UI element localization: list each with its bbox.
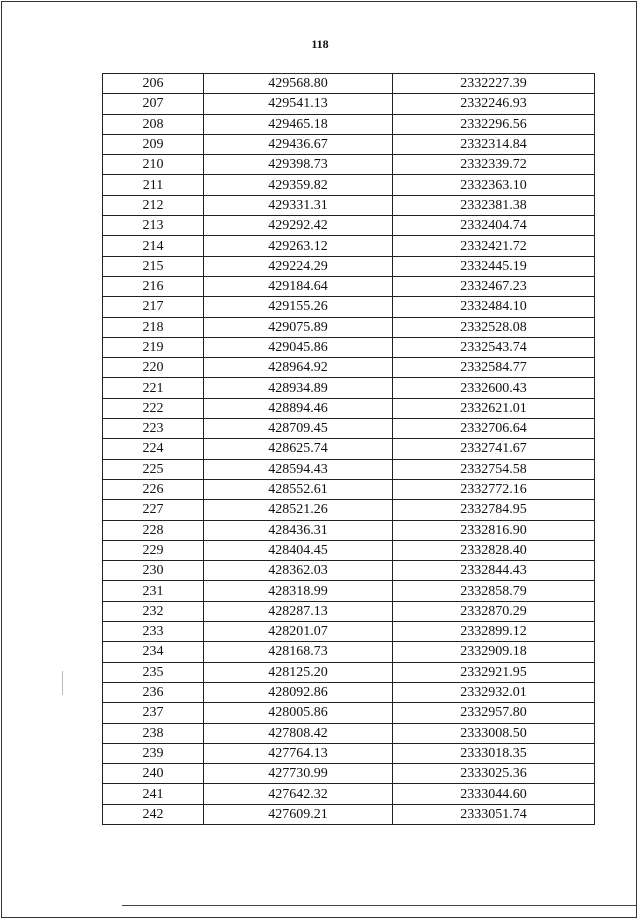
table-row	[103, 723, 595, 743]
x-coordinate-cell: 429292.42	[204, 216, 393, 236]
scan-artifact	[62, 671, 63, 695]
x-coordinate-cell: 428201.07	[204, 622, 393, 642]
point-number-cell: 221	[103, 378, 204, 398]
x-coordinate-cell: 428625.74	[204, 439, 393, 459]
x-coordinate-cell: 427808.42	[204, 723, 393, 743]
point-number-cell: 231	[103, 581, 204, 601]
x-coordinate-cell: 427609.21	[204, 804, 393, 824]
y-coordinate-cell: 2332870.29	[393, 601, 595, 621]
y-coordinate-cell: 2333025.36	[393, 764, 595, 784]
x-coordinate-cell: 428709.45	[204, 419, 393, 439]
point-number-cell: 210	[103, 155, 204, 175]
point-number-cell: 214	[103, 236, 204, 256]
point-number-cell: 217	[103, 297, 204, 317]
table-row	[103, 561, 595, 581]
y-coordinate-cell: 2332621.01	[393, 398, 595, 418]
point-number-cell: 228	[103, 520, 204, 540]
x-coordinate-cell: 428005.86	[204, 703, 393, 723]
x-coordinate-cell: 428964.92	[204, 358, 393, 378]
x-coordinate-cell: 429263.12	[204, 236, 393, 256]
x-coordinate-cell: 429331.31	[204, 195, 393, 215]
y-coordinate-cell: 2332404.74	[393, 216, 595, 236]
table-row	[103, 682, 595, 702]
x-coordinate-cell: 429568.80	[204, 74, 393, 94]
table-row	[103, 398, 595, 418]
x-coordinate-cell: 428934.89	[204, 378, 393, 398]
point-number-cell: 242	[103, 804, 204, 824]
x-coordinate-cell: 429184.64	[204, 276, 393, 296]
point-number-cell: 223	[103, 419, 204, 439]
y-coordinate-cell: 2333051.74	[393, 804, 595, 824]
point-number-cell: 206	[103, 74, 204, 94]
x-coordinate-cell: 427642.32	[204, 784, 393, 804]
coordinate-table	[102, 73, 595, 825]
y-coordinate-cell: 2333008.50	[393, 723, 595, 743]
point-number-cell: 232	[103, 601, 204, 621]
table-row	[103, 155, 595, 175]
y-coordinate-cell: 2332957.80	[393, 703, 595, 723]
point-number-cell: 236	[103, 682, 204, 702]
point-number-cell: 241	[103, 784, 204, 804]
coordinate-table-body	[103, 74, 595, 825]
table-row	[103, 764, 595, 784]
y-coordinate-cell: 2332363.10	[393, 175, 595, 195]
y-coordinate-cell: 2332844.43	[393, 561, 595, 581]
point-number-cell: 227	[103, 500, 204, 520]
x-coordinate-cell: 428521.26	[204, 500, 393, 520]
point-number-cell: 235	[103, 662, 204, 682]
x-coordinate-cell: 428092.86	[204, 682, 393, 702]
y-coordinate-cell: 2332858.79	[393, 581, 595, 601]
table-row	[103, 459, 595, 479]
point-number-cell: 207	[103, 94, 204, 114]
point-number-cell: 234	[103, 642, 204, 662]
table-row	[103, 114, 595, 134]
page-bottom-edge	[122, 905, 637, 906]
x-coordinate-cell: 429075.89	[204, 317, 393, 337]
point-number-cell: 218	[103, 317, 204, 337]
y-coordinate-cell: 2333044.60	[393, 784, 595, 804]
point-number-cell: 233	[103, 622, 204, 642]
x-coordinate-cell: 428168.73	[204, 642, 393, 662]
table-row	[103, 622, 595, 642]
x-coordinate-cell: 428287.13	[204, 601, 393, 621]
table-row	[103, 439, 595, 459]
point-number-cell: 240	[103, 764, 204, 784]
y-coordinate-cell: 2332421.72	[393, 236, 595, 256]
y-coordinate-cell: 2332741.67	[393, 439, 595, 459]
y-coordinate-cell: 2332543.74	[393, 337, 595, 357]
x-coordinate-cell: 427764.13	[204, 743, 393, 763]
point-number-cell: 212	[103, 195, 204, 215]
y-coordinate-cell: 2332772.16	[393, 479, 595, 499]
table-row	[103, 236, 595, 256]
table-row	[103, 378, 595, 398]
table-row	[103, 581, 595, 601]
y-coordinate-cell: 2332467.23	[393, 276, 595, 296]
table-row	[103, 784, 595, 804]
x-coordinate-cell: 429436.67	[204, 134, 393, 154]
x-coordinate-cell: 429465.18	[204, 114, 393, 134]
point-number-cell: 226	[103, 479, 204, 499]
table-row	[103, 94, 595, 114]
page-number: 118	[311, 37, 329, 51]
table-row	[103, 743, 595, 763]
point-number-cell: 237	[103, 703, 204, 723]
point-number-cell: 219	[103, 337, 204, 357]
x-coordinate-cell: 428552.61	[204, 479, 393, 499]
x-coordinate-cell: 429541.13	[204, 94, 393, 114]
y-coordinate-cell: 2332921.95	[393, 662, 595, 682]
y-coordinate-cell: 2332445.19	[393, 256, 595, 276]
point-number-cell: 239	[103, 743, 204, 763]
y-coordinate-cell: 2332816.90	[393, 520, 595, 540]
table-row	[103, 175, 595, 195]
x-coordinate-cell: 428125.20	[204, 662, 393, 682]
table-row	[103, 297, 595, 317]
x-coordinate-cell: 429398.73	[204, 155, 393, 175]
y-coordinate-cell: 2332909.18	[393, 642, 595, 662]
y-coordinate-cell: 2332932.01	[393, 682, 595, 702]
table-row	[103, 337, 595, 357]
y-coordinate-cell: 2332584.77	[393, 358, 595, 378]
y-coordinate-cell: 2332296.56	[393, 114, 595, 134]
y-coordinate-cell: 2332754.58	[393, 459, 595, 479]
y-coordinate-cell: 2332246.93	[393, 94, 595, 114]
y-coordinate-cell: 2332227.39	[393, 74, 595, 94]
point-number-cell: 225	[103, 459, 204, 479]
x-coordinate-cell: 428594.43	[204, 459, 393, 479]
y-coordinate-cell: 2332899.12	[393, 622, 595, 642]
point-number-cell: 213	[103, 216, 204, 236]
table-row	[103, 642, 595, 662]
table-row	[103, 216, 595, 236]
table-row	[103, 317, 595, 337]
point-number-cell: 224	[103, 439, 204, 459]
x-coordinate-cell: 428318.99	[204, 581, 393, 601]
point-number-cell: 208	[103, 114, 204, 134]
table-row	[103, 74, 595, 94]
x-coordinate-cell: 428894.46	[204, 398, 393, 418]
point-number-cell: 222	[103, 398, 204, 418]
table-row	[103, 601, 595, 621]
point-number-cell: 211	[103, 175, 204, 195]
table-row	[103, 419, 595, 439]
table-row	[103, 479, 595, 499]
y-coordinate-cell: 2332828.40	[393, 540, 595, 560]
y-coordinate-cell: 2332381.38	[393, 195, 595, 215]
point-number-cell: 230	[103, 561, 204, 581]
y-coordinate-cell: 2333018.35	[393, 743, 595, 763]
x-coordinate-cell: 428362.03	[204, 561, 393, 581]
table-row	[103, 134, 595, 154]
point-number-cell: 220	[103, 358, 204, 378]
x-coordinate-cell: 429045.86	[204, 337, 393, 357]
x-coordinate-cell: 428404.45	[204, 540, 393, 560]
point-number-cell: 238	[103, 723, 204, 743]
y-coordinate-cell: 2332314.84	[393, 134, 595, 154]
table-row	[103, 520, 595, 540]
point-number-cell: 209	[103, 134, 204, 154]
y-coordinate-cell: 2332528.08	[393, 317, 595, 337]
x-coordinate-cell: 428436.31	[204, 520, 393, 540]
table-row	[103, 804, 595, 824]
x-coordinate-cell: 429224.29	[204, 256, 393, 276]
table-row	[103, 195, 595, 215]
x-coordinate-cell: 429359.82	[204, 175, 393, 195]
point-number-cell: 229	[103, 540, 204, 560]
y-coordinate-cell: 2332706.64	[393, 419, 595, 439]
table-row	[103, 540, 595, 560]
y-coordinate-cell: 2332484.10	[393, 297, 595, 317]
y-coordinate-cell: 2332784.95	[393, 500, 595, 520]
y-coordinate-cell: 2332339.72	[393, 155, 595, 175]
table-row	[103, 256, 595, 276]
table-row	[103, 276, 595, 296]
table-row	[103, 500, 595, 520]
table-row	[103, 358, 595, 378]
point-number-cell: 216	[103, 276, 204, 296]
table-row	[103, 662, 595, 682]
point-number-cell: 215	[103, 256, 204, 276]
table-row	[103, 703, 595, 723]
y-coordinate-cell: 2332600.43	[393, 378, 595, 398]
x-coordinate-cell: 427730.99	[204, 764, 393, 784]
x-coordinate-cell: 429155.26	[204, 297, 393, 317]
